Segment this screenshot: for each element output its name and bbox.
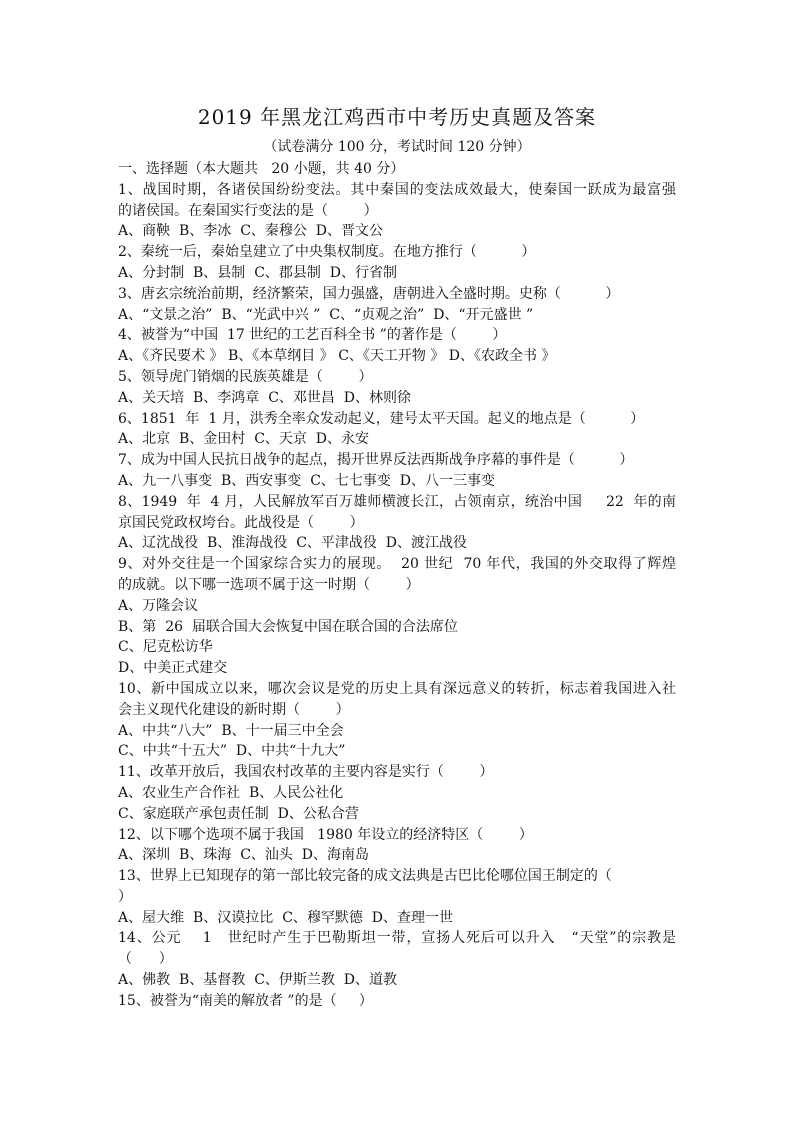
option-line: A、“文景之治” B、“光武中兴 ” C、“贞观之治” D、“开元盛世 ” [118, 306, 534, 323]
question-line: 14、公元 1 世纪时产生于巴勒斯坦一带，宣扬人死后可以升入 “天堂”的宗教是 [118, 930, 676, 947]
question-line: 会主义现代化建设的新时期（ ） [118, 701, 350, 718]
option-line: A、《齐民要术 》 B、《本草纲目 》 C、《天工开物 》 D、《农政全书 》 [118, 348, 556, 365]
question-line: 3、唐玄宗统治前期，经济繁荣，国力强盛，唐朝进入全盛时期。史称（ ） [118, 285, 620, 302]
question-line: 12、以下哪个选项不属于我国 1980 年设立的经济特区（ ） [118, 826, 533, 843]
question-line: 10、新中国成立以来，哪次会议是党的历史上具有深远意义的转折，标志着我国进入社 [118, 680, 676, 697]
option-line: A、万隆会议 [118, 597, 199, 614]
question-line: 8、1949 年 4 月，人民解放军百万雄师横渡长江，占领南京，统治中国 22 年的南 [118, 493, 676, 510]
question-line: 6、1851 年 1 月，洪秀全率众发动起义，建号太平天国。起义的地点是（ ） [118, 410, 645, 427]
option-line: A、北京 B、金田村 C、天京 D、永安 [118, 431, 370, 448]
question-line: 4、被誉为“中国 17 世纪的工艺百科全书 ”的著作是（ ） [118, 327, 507, 344]
question-line: 7、成为中国人民抗日战争的起点，揭开世界反法西斯战争序幕的事件是（ ） [118, 452, 634, 469]
option-line: A、商鞅 B、李冰 C、秦穆公 D、晋文公 [118, 223, 384, 240]
option-line: C、家庭联产承包责任制 D、公私合营 [118, 805, 359, 822]
exam-info: （试卷满分 100 分，考试时间 120 分钟） [263, 139, 531, 155]
option-line: A、佛教 B、基督教 C、伊斯兰教 D、道教 [118, 972, 398, 989]
question-list [118, 159, 676, 1012]
question-line: 的诸侯国。在秦国实行变法的是（ ） [118, 202, 378, 219]
question-line: 1、战国时期，各诸侯国纷纷变法。其中秦国的变法成效最大，使秦国一跃成为最富强 [118, 181, 676, 198]
question-line: 京国民党政权垮台。此战役是（ ） [118, 514, 364, 531]
option-line: A、深圳 B、珠海 C、汕头 D、海南岛 [118, 847, 370, 864]
question-line: 15、被誉为“南美的解放者 ”的是（ ） [118, 992, 373, 1009]
question-line: 11、改革开放后，我国农村改革的主要内容是实行（ ） [118, 764, 494, 781]
option-line: C、中共“十五大” D、中共“十九大” [118, 743, 346, 760]
option-line: A、农业生产合作社 B、人民公社化 [118, 784, 344, 801]
page-title: 2019 年黑龙江鸡西市中考历史真题及答案 [197, 105, 597, 129]
question-line: 2、秦统一后，秦始皇建立了中央集权制度。在地方推行（ ） [118, 244, 536, 261]
question-line: 的成就。以下哪一选项不属于这一时期（ ） [118, 576, 420, 593]
question-line: （ ） [118, 951, 173, 968]
option-line: A、屋大维 B、汉谟拉比 C、穆罕默德 D、查理一世 [118, 909, 454, 926]
question-line: 9、对外交往是一个国家综合实力的展现。 20 世纪 70 年代，我国的外交取得了辉煌 [118, 556, 676, 573]
question-line: 5、领导虎门销烟的民族英雄是（ ） [118, 368, 373, 385]
option-line: C、尼克松访华 [118, 639, 213, 656]
option-line: B、第 26 届联合国大会恢复中国在联合国的合法席位 [118, 618, 458, 635]
question-line: ） [118, 888, 132, 905]
section-heading: 一、选择题（本大题共 20 小题，共 40 分） [118, 161, 405, 177]
option-line: A、辽沈战役 B、淮海战役 C、平津战役 D、渡江战役 [118, 535, 468, 552]
option-line: A、中共“八大” B、十一届三中全会 [118, 722, 344, 739]
option-line: A、九一八事变 B、西安事变 C、七七事变 D、八一三事变 [118, 472, 496, 489]
option-line: D、中美正式建交 [118, 660, 228, 677]
question-line: 13、世界上已知现存的第一部比较完备的成文法典是古巴比伦哪位国王制定的（ [118, 868, 612, 885]
option-line: A、分封制 B、县制 C、郡县制 D、行省制 [118, 264, 398, 281]
option-line: A、关天培 B、李鸿章 C、邓世昌 D、林则徐 [118, 389, 412, 406]
